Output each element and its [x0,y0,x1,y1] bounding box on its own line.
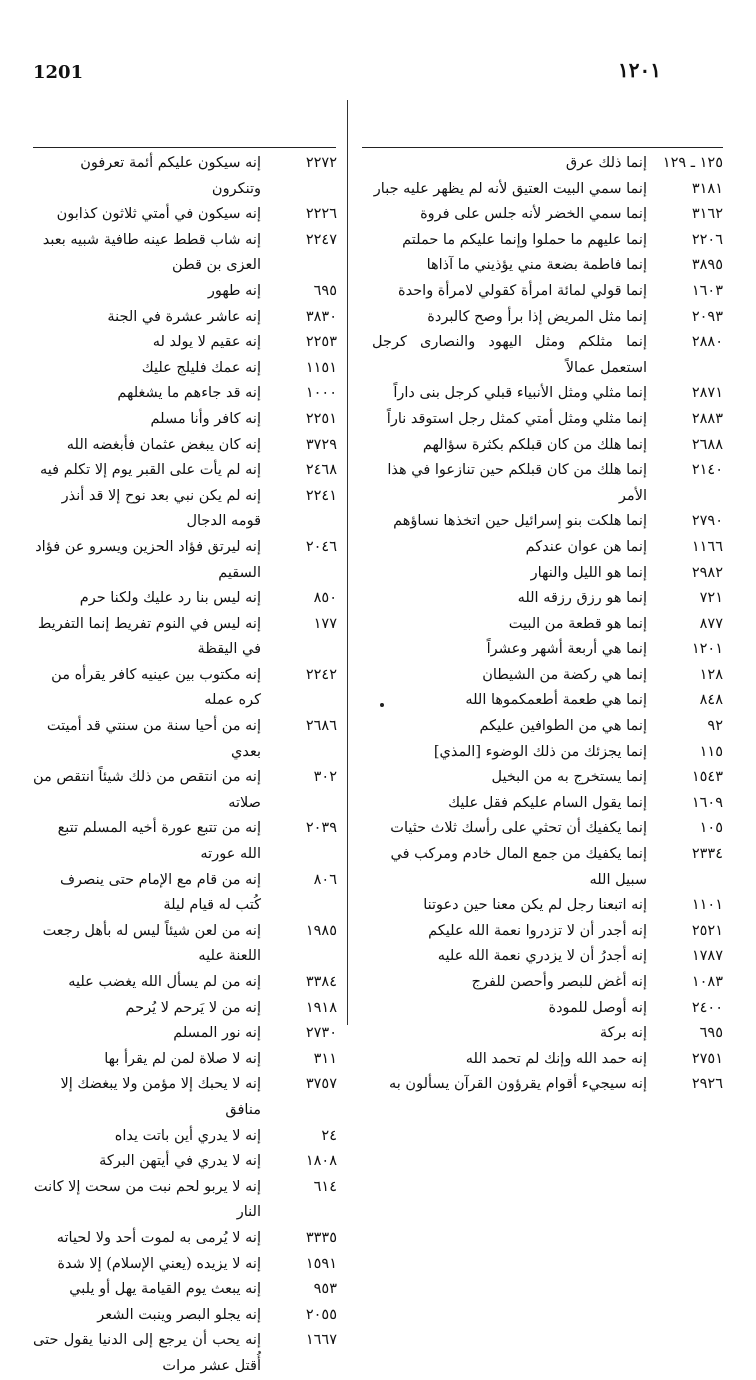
index-entry [33,407,337,433]
hadith-text: إنه سيجيء أقوام يقرؤون القرآن يسألون به [389,1076,647,1093]
hadith-text: إنما فاطمة بضعة مني يؤذيني ما آذاها [426,257,647,274]
index-entry [372,612,723,638]
hadith-text: إنه لا يزيده (يعني الإسلام) إلا شدة [57,1255,261,1272]
index-entry [372,202,723,228]
hadith-text: إنه من لعن شيئاً ليس له بأهل رجعت اللعنة عليه [42,922,261,965]
header-rule-left [33,147,336,148]
hadith-number: ٢٨٨٠ [691,334,723,351]
index-entry [33,663,337,714]
hadith-number: ١٩٨٥ [305,922,337,939]
index-entry [372,1047,723,1073]
index-entry [372,561,723,587]
hadith-number: ٣٨٣٠ [305,308,337,325]
hadith-text: إنه طهور [207,282,261,299]
hadith-text: إنه لا يحبك إلا مؤمن ولا يبغضك إلا منافق [60,1076,261,1118]
hadith-number: ١٦٠٩ [691,794,723,811]
hadith-text: إنه بركة [599,1025,647,1042]
hadith-text: إنه لا صلاة لمن لم يقرأ بها [104,1050,261,1067]
hadith-text: إنه حمد الله وإنك لم تحمد الله [465,1050,647,1067]
hadith-text: إنه من تتبع عورة أخيه المسلم تتبع الله عورته [57,820,261,863]
hadith-text: إنما يقول السام عليكم فقل عليك [448,794,647,811]
hadith-number: ٣١٨١ [691,180,723,197]
index-entry [33,1226,337,1252]
hadith-text: إنه أجدر أن لا تزدروا نعمة الله عليكم [428,922,647,939]
index-entry [33,714,337,765]
hadith-text: إنه لا يدري في أيتهن البركة [99,1153,261,1170]
hadith-text: إنه شاب قطط عينه طافية شبيه بعبد العزى بن قطن [42,231,261,274]
hadith-number: ١١٥١ [305,359,337,376]
index-entry [372,458,723,509]
hadith-number: ٩٢ [707,718,723,735]
hadith-text: إنما عليهم ما حملوا وإنما عليكم ما حملتم [402,231,647,248]
hadith-number: ١٦٦٧ [305,1332,337,1349]
index-entry [372,688,723,714]
index-entry [372,637,723,663]
hadith-text: إنه من لا يَرحم لا يُرحم [125,999,261,1016]
index-entry [33,458,337,484]
hadith-number: ٢٧٣٠ [305,1025,337,1042]
column-divider [347,100,348,1025]
hadith-number: ٣١١ [313,1050,337,1067]
index-entry [372,970,723,996]
index-entry [372,586,723,612]
index-entry [33,1328,337,1379]
index-entry [372,535,723,561]
hadith-text: إنه اتبعنا رجل لم يكن معنا حين دعوتنا [423,897,647,914]
index-entry [33,228,337,279]
hadith-number: ١٠٠٠ [305,385,337,402]
hadith-number: ٢١٤٠ [691,462,723,479]
index-entry [372,151,723,177]
hadith-number: ٢٤ [321,1127,337,1144]
hadith-text: إنما هي من الطوافين عليكم [479,718,647,735]
index-entry [33,765,337,816]
index-entry [372,253,723,279]
hadith-number: ١٢٥ ـ ١٢٩ [662,155,723,171]
hadith-number: ٢٠٥٥ [305,1306,337,1323]
index-entry [372,407,723,433]
index-column-right [372,151,723,1098]
index-entry [33,1277,337,1303]
hadith-number: ٣٣٨٤ [305,974,337,990]
hadith-number: ١٧٧ [313,615,337,632]
hadith-text: إنما سمي البيت العتيق لأنه لم يظهر عليه جبار [373,180,647,197]
hadith-number: ٢٠٩٣ [691,308,723,325]
hadith-text: إنما يكفيك من جمع المال خادم ومركب في سبيل الله [390,846,647,888]
hadith-number: ١٦٠٣ [691,282,723,299]
index-entry [33,433,337,459]
hadith-text: إنما يكفيك أن تحثي على رأسك ثلاث حثيات [390,820,647,837]
hadith-number: ٣٧٥٧ [305,1076,337,1093]
hadith-text: إنما يستخرج به من البخيل [491,769,647,786]
index-entry [372,842,723,893]
index-entry [372,330,723,381]
hadith-number: ٨٤٨ [699,692,723,709]
index-entry [372,279,723,305]
index-entry [372,816,723,842]
hadith-text: إنه أغض للبصر وأحصن للفرج [471,974,647,990]
hadith-number: ٢٢٥٣ [305,334,337,351]
hadith-number: ٢٨٨٣ [691,410,723,427]
index-entry [33,484,337,535]
hadith-number: ٦١٤ [313,1178,337,1195]
hadith-number: ٣٣٣٥ [305,1229,337,1246]
hadith-number: ١١٥ [699,743,723,760]
hadith-text: إنما يجزئك من ذلك الوضوء [المذي] [433,743,647,760]
hadith-number: ١١٦٦ [691,538,723,555]
hadith-text: إنما هن عوان عندكم [525,538,647,555]
hadith-text: إنه لا يربو لحم نبت من سحت إلا كانت النار [33,1178,261,1221]
index-entry [33,535,337,586]
hadith-text: إنه من لم يسأل الله يغضب عليه [68,974,261,990]
index-entry [372,791,723,817]
hadith-text: إنه لا يدري أين باتت يداه [114,1127,261,1144]
hadith-number: ١٨٠٨ [305,1153,337,1170]
index-entry [33,1021,337,1047]
index-entry [33,1175,337,1226]
hadith-number: ٢٧٥١ [691,1050,723,1067]
hadith-text: إنما هي ركضة من الشيطان [482,666,647,683]
hadith-number: ١٧٨٧ [691,948,723,965]
hadith-number: ٢٢٤٢ [305,666,337,683]
hadith-text: إنه من أحيا سنة من سنتي قد أميتت بعدي [46,718,261,760]
index-entry [372,228,723,254]
index-entry [33,202,337,228]
index-entry [33,816,337,867]
hadith-number: ٣١٦٢ [691,206,723,223]
hadith-number: ٢٢٠٦ [691,231,723,248]
hadith-number: ٢٢٢٦ [305,206,337,223]
hadith-text: إنه كافر وأنا مسلم [150,410,261,427]
hadith-number: ٦٩٥ [313,282,337,299]
hadith-number: ١٥٩١ [305,1255,337,1272]
index-entry [372,740,723,766]
hadith-number: ٢٨٧١ [691,385,723,402]
hadith-text: إنه أجدرُ أن لا يزدري نعمة الله عليه [437,948,647,965]
hadith-text: إنه سيكون في أمتي ثلاثون كذابون [56,206,261,223]
index-entry [33,996,337,1022]
index-entry [372,919,723,945]
hadith-number: ٢٢٥١ [305,410,337,427]
hadith-text: إنما مثلكم ومثل اليهود والنصارى كرجل استعمل عمالاً [372,334,647,376]
hadith-number: ١١٠١ [691,897,723,914]
hadith-number: ٢٤٠٠ [691,999,723,1016]
page-number-latin: 1201 [33,62,84,83]
hadith-number: ١٠٨٣ [691,974,723,990]
index-entry [33,1303,337,1329]
index-column-left [33,151,337,1380]
hadith-text: إنما مثل المريض إذا برأ وصح كالبردة [427,308,647,325]
hadith-text: إنما ذلك عرق [565,155,647,171]
hadith-number: ٧٢١ [699,590,723,607]
hadith-text: إنما هلكت بنو إسرائيل حين اتخذها نساؤهم [393,513,647,530]
hadith-text: إنما قولي لمائة امرأة كقولي لامرأة واحدة [398,282,647,299]
index-entry [33,1072,337,1123]
header-rule-right [362,147,723,148]
index-entry [33,1124,337,1150]
hadith-text: إنه مكتوب بين عينيه كافر يقرأه من كره عمله [51,666,261,709]
hadith-number: ٢٢٤١ [305,487,337,504]
hadith-text: إنما هو رزق رزقه الله [517,590,647,607]
index-entry [33,305,337,331]
hadith-number: ٦٩٥ [699,1025,723,1042]
index-entry [33,868,337,919]
hadith-text: إنه ليس في النوم تفريط إنما التفريط في اليقظة [37,615,261,658]
hadith-text: إنه من قام مع الإمام حتى ينصرف كُتب له قيام ليلة [59,871,261,914]
hadith-number: ٢٥٢١ [691,922,723,939]
hadith-number: ٢٣٣٤ [691,846,723,863]
hadith-number: ٢٢٤٧ [305,231,337,248]
hadith-text: إنه يبعث يوم القيامة يهل أو يلبي [69,1281,261,1298]
index-entry [372,714,723,740]
hadith-text: إنما هو قطعة من البيت [508,615,647,632]
page-number-arabic: ١٢٠١ [618,58,661,82]
index-entry [33,612,337,663]
index-entry [372,433,723,459]
hadith-text: إنه لم يأت على القبر يوم إلا تكلم فيه [40,462,261,479]
index-entry [33,1047,337,1073]
hadith-number: ١٠٥ [699,820,723,837]
hadith-text: إنما هلك من كان قبلكم حين تنازعوا في هذا الأمر [387,462,647,504]
hadith-text: إنه قد جاءهم ما يشغلهم [117,385,261,402]
hadith-text: إنما هلك من كان قبلكم بكثرة سؤالهم [422,436,647,453]
hadith-text: إنه عقيم لا يولد له [152,334,261,351]
hadith-number: ٢٠٣٩ [305,820,337,837]
index-entry [33,151,337,202]
hadith-text: إنما هي طعمة أطعمكموها الله [465,692,647,709]
hadith-text: إنه لم يكن نبي بعد نوح إلا قد أنذر قومه الدجال [61,487,261,530]
hadith-text: إنه من انتقص من ذلك شيئاً انتقص من صلاته [32,769,261,811]
hadith-number: ١٢٨ [699,666,723,683]
hadith-text: إنما سمي الخضر لأنه جلس على فروة [420,206,647,223]
hadith-text: إنه نور المسلم [173,1025,261,1042]
hadith-number: ٣٠٢ [313,769,337,786]
hadith-text: إنما هي أربعة أشهر وعشراً [486,641,647,658]
index-entry [33,970,337,996]
hadith-number: ٢٩٨٢ [691,564,723,581]
hadith-text: إنه يجلو البصر وينبت الشعر [97,1306,261,1323]
index-entry [372,1021,723,1047]
index-entry [372,305,723,331]
hadith-number: ١٩١٨ [305,999,337,1016]
hadith-number: ٢٧٩٠ [691,513,723,530]
index-entry [372,663,723,689]
index-entry [372,765,723,791]
hadith-text: إنه ليس بنا رد عليك ولكنا حرم [79,590,261,607]
hadith-number: ٢٠٤٦ [305,538,337,555]
hadith-number: ٣٨٩٥ [691,257,723,274]
hadith-text: إنما مثلي ومثل الأنبياء قبلي كرجل بنى داراً [393,385,647,402]
hadith-number: ٩٥٣ [313,1281,337,1298]
index-entry [372,177,723,203]
index-entry [372,944,723,970]
index-entry [33,1252,337,1278]
hadith-text: إنه لا يُرمى به لموت أحد ولا لحياته [56,1229,261,1246]
index-entry [372,1072,723,1098]
hadith-text: إنه يحب أن يرجع إلى الدنيا يقول حتى أُقتل عشر مرات [33,1332,261,1374]
hadith-number: ١٥٤٣ [691,769,723,786]
hadith-number: ٢٢٧٢ [305,155,337,171]
index-entry [33,1149,337,1175]
hadith-text: إنه ليرتق فؤاد الحزين ويسرو عن فؤاد السقيم [35,538,261,581]
index-entry [33,919,337,970]
hadith-text: إنما مثلي ومثل أمتي كمثل رجل استوقد ناراً [386,410,647,427]
hadith-text: إنه سيكون عليكم أئمة تعرفون وتنكرون [80,155,261,197]
index-entry [372,381,723,407]
hadith-number: ١٢٠١ [691,641,723,658]
index-entry [372,893,723,919]
hadith-number: ٢٩٢٦ [691,1076,723,1093]
hadith-number: ٨٠٦ [313,871,337,888]
index-entry [33,586,337,612]
index-entry [372,996,723,1022]
index-entry [33,356,337,382]
index-entry [33,279,337,305]
index-entry [33,381,337,407]
hadith-text: إنما هو الليل والنهار [530,564,647,581]
hadith-text: إنه عمك فليلج عليك [141,359,261,376]
hadith-text: إنه أوصل للمودة [548,999,647,1016]
hadith-number: ٢٦٨٨ [691,436,723,453]
index-entry [33,330,337,356]
hadith-number: ٨٥٠ [313,590,337,607]
hadith-number: ٣٧٢٩ [305,436,337,453]
hadith-number: ٢٤٦٨ [305,462,337,479]
hadith-text: إنه عاشر عشرة في الجنة [107,308,261,325]
hadith-number: ٢٦٨٦ [305,718,337,735]
hadith-number: ٨٧٧ [699,615,723,632]
index-entry [372,509,723,535]
hadith-text: إنه كان يبغض عثمان فأبغضه الله [66,436,261,453]
